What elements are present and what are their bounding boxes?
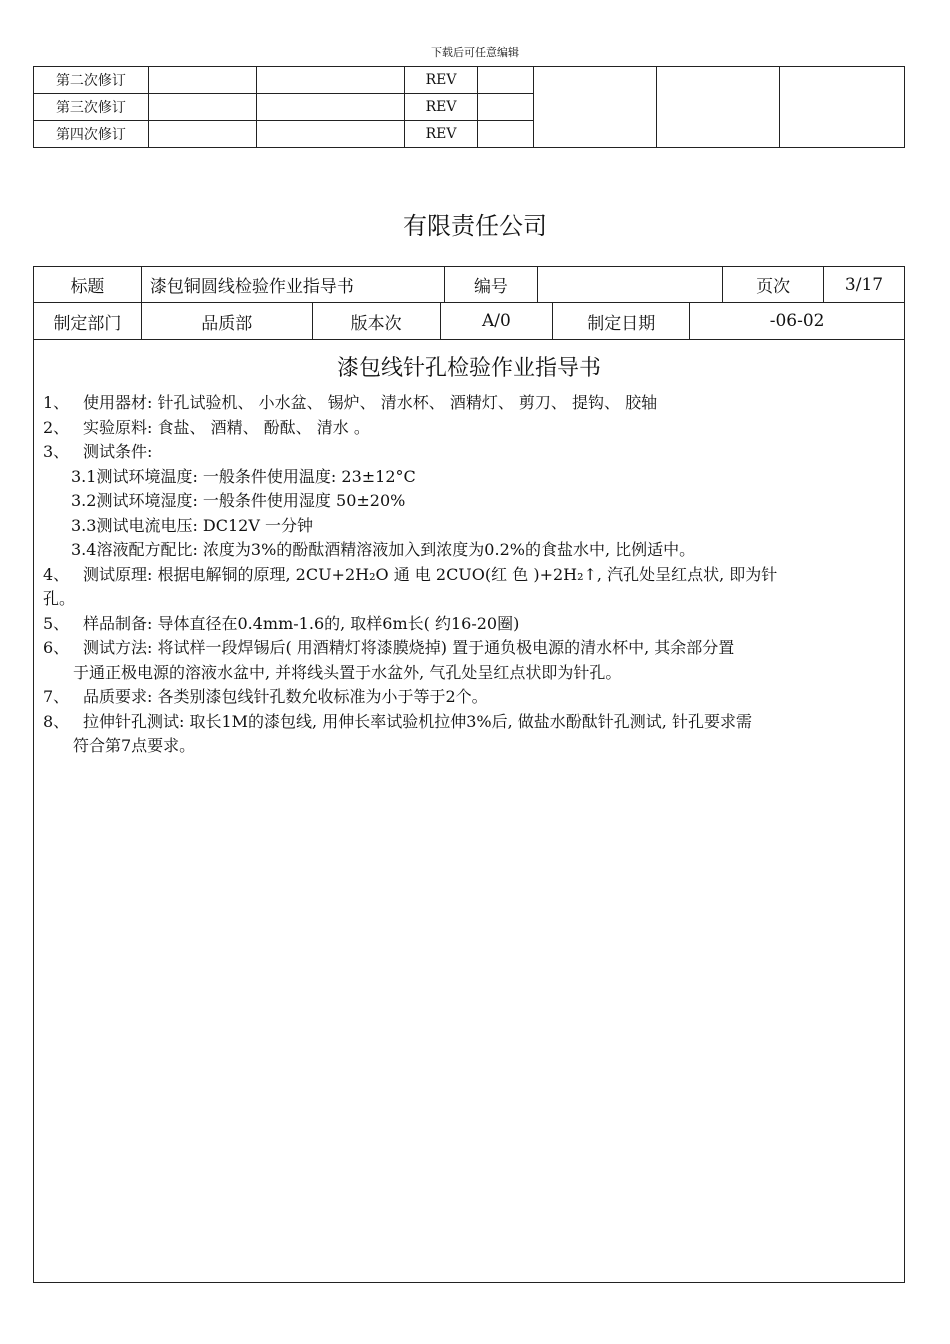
item-number: 5、 <box>43 613 70 633</box>
item-continuation: 符合第7点要求。 <box>73 736 196 755</box>
revision-rev: REV <box>404 67 478 94</box>
list-item <box>43 440 899 465</box>
revision-cell <box>478 67 534 94</box>
page-label: 页次 <box>723 267 824 303</box>
sub-item: 3.2测试环境湿度: 一般条件使用湿度 50±20% <box>71 491 406 510</box>
revision-rev: REV <box>404 121 478 148</box>
list-item <box>43 612 899 637</box>
version-label: 版本次 <box>312 303 440 340</box>
document-title: 漆包线针孔检验作业指导书 <box>336 356 601 381</box>
sub-item: 3.1测试环境温度: 一般条件使用温度: 23±12°C <box>71 466 416 486</box>
item-text: 测试条件: <box>83 442 153 461</box>
revision-cell <box>148 94 256 121</box>
dept-value: 品质部 <box>141 303 312 340</box>
list-item <box>43 636 899 661</box>
item-text: 测试原理: 根据电解铜的原理, 2CU+2H₂O 通 电 2CUO(红 色 )+2H₂↑, 汽孔处呈红点状, 即为针 <box>83 564 778 584</box>
item-number: 6、 <box>43 638 70 657</box>
revision-cell <box>478 94 534 121</box>
sub-item: 3.3测试电流电压: DC12V 一分钟 <box>71 515 313 535</box>
instruction-list <box>43 391 899 759</box>
document-body <box>33 339 905 1283</box>
revision-label: 第三次修订 <box>34 94 149 121</box>
revision-row <box>34 67 905 94</box>
revision-cell <box>148 121 256 148</box>
revision-cell <box>657 67 780 148</box>
list-item <box>43 391 899 416</box>
header-row-1 <box>33 266 905 303</box>
item-continuation: 于通正极电源的溶液水盆中, 并将线头置于水盆外, 气孔处呈红点状即为针孔。 <box>73 662 622 682</box>
item-number: 7、 <box>43 687 70 706</box>
top-note: 下载后可任意编辑 <box>431 46 519 59</box>
code-value <box>538 267 723 303</box>
item-text: 拉伸针孔测试: 取长1M的漆包线, 用伸长率试验机拉伸3%后, 做盐水酚酞针孔测试, 针孔要求需 <box>83 711 752 731</box>
list-item <box>43 710 899 735</box>
title-value: 漆包铜圆线检验作业指导书 <box>141 267 444 303</box>
version-value: A/0 <box>440 303 553 340</box>
item-number: 2、 <box>43 417 70 437</box>
item-number: 4、 <box>43 564 70 584</box>
list-item <box>43 416 899 441</box>
item-text: 样品制备: 导体直径在0.4mm-1.6的, 取样6m长( 约16-20圈) <box>83 613 520 633</box>
company-name: 有限责任公司 <box>403 212 547 240</box>
item-text: 测试方法: 将试样一段焊锡后( 用酒精灯将漆膜烧掉) 置于通负极电源的清水杯中, 其余部分置 <box>83 638 735 657</box>
dept-label: 制定部门 <box>34 303 142 340</box>
revision-cell <box>148 67 256 94</box>
item-continuation: 孔。 <box>43 589 76 608</box>
revision-cell <box>534 67 657 148</box>
list-item <box>43 563 899 588</box>
revision-cell <box>256 67 404 94</box>
item-number: 8、 <box>43 711 70 731</box>
header-row-2 <box>33 302 905 340</box>
item-text: 品质要求: 各类别漆包线针孔数允收标准为小于等于2个。 <box>83 687 488 706</box>
list-item <box>43 685 899 710</box>
revision-cell <box>780 67 905 148</box>
item-number: 3、 <box>43 442 70 461</box>
title-label: 标题 <box>34 267 142 303</box>
item-text: 使用器材: 针孔试验机、 小水盆、 锡炉、 清水杯、 酒精灯、 剪刀、 提钩、 胶轴 <box>83 393 658 412</box>
date-value: -06-02 <box>690 303 905 340</box>
code-label: 编号 <box>444 267 538 303</box>
revision-label: 第二次修订 <box>34 67 149 94</box>
revision-table <box>33 66 905 148</box>
page-value: 3/17 <box>824 267 905 303</box>
item-number: 1、 <box>43 393 70 412</box>
revision-label: 第四次修订 <box>34 121 149 148</box>
revision-cell <box>478 121 534 148</box>
revision-cell <box>256 94 404 121</box>
date-label: 制定日期 <box>553 303 690 340</box>
revision-cell <box>256 121 404 148</box>
revision-rev: REV <box>404 94 478 121</box>
item-text: 实验原料: 食盐、 酒精、 酚酞、 清水 。 <box>83 417 370 437</box>
sub-item: 3.4溶液配方配比: 浓度为3%的酚酞酒精溶液加入到浓度为0.2%的食盐水中, 比例适中。 <box>71 540 696 559</box>
